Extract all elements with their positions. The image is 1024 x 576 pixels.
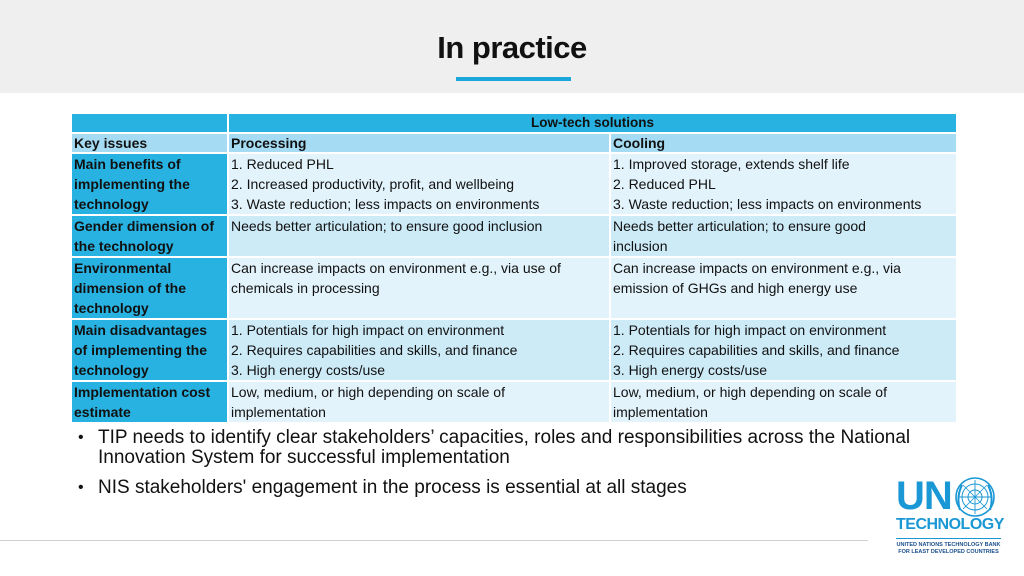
row-key-main-disadvantages: Main disadvantages of implementing the technology (72, 320, 227, 380)
cooling-cell: Needs better articulation; to ensure good inclusion (611, 216, 956, 256)
comparison-table (70, 112, 958, 424)
logo-subtitle: UNITED NATIONS TECHNOLOGY BANK FOR LEAST DEVELOPED COUNTRIES (896, 542, 1001, 555)
processing-cell: 1. Potentials for high impact on environment 2. Requires capabilities and skills, and finance 3. High energy costs/use (229, 320, 609, 380)
column-header-cooling: Cooling (611, 134, 956, 152)
cooling-cell: Can increase impacts on environment e.g., via emission of GHGs and high energy use (611, 258, 956, 318)
table-row (72, 258, 956, 318)
logo-technology-text: TECHNOLOGY (896, 516, 1004, 533)
footer-divider (0, 540, 868, 541)
processing-cell: Can increase impacts on environment e.g., via use of chemicals in processing (229, 258, 609, 318)
un-technology-bank-logo (892, 476, 1012, 566)
column-header-processing: Processing (229, 134, 609, 152)
page-title: In practice (437, 30, 587, 65)
row-key-main-benefits: Main benefits of implementing the technology (72, 154, 227, 214)
list-item: • NIS stakeholders' engagement in the process is essential at all stages (78, 477, 687, 498)
table-row (72, 382, 956, 422)
row-key-environmental-dimension: Environmental dimension of the technology (72, 258, 227, 318)
table-row (72, 320, 956, 380)
title-underline (456, 77, 571, 81)
cooling-cell: Low, medium, or high depending on scale of implementation (611, 382, 956, 422)
cooling-cell: 1. Improved storage, extends shelf life 2. Reduced PHL 3. Waste reduction; less impacts on environments (611, 154, 956, 214)
list-item: • TIP needs to identify clear stakeholders’ capacities, roles and responsibilities across the National Innovation System for successful implementation (78, 427, 911, 468)
table-column-header-row (72, 134, 956, 152)
group-header-low-tech: Low-tech solutions (229, 114, 956, 132)
bullet-list (76, 428, 936, 508)
row-key-gender-dimension: Gender dimension of the technology (72, 216, 227, 256)
row-key-implementation-cost: Implementation cost estimate (72, 382, 227, 422)
processing-cell: 1. Reduced PHL 2. Increased productivity, profit, and wellbeing 3. Waste reduction; less impacts on environments (229, 154, 609, 214)
bullet-dot-icon: • (78, 429, 84, 446)
logo-rule (896, 538, 1001, 539)
cooling-cell: 1. Potentials for high impact on environment 2. Requires capabilities and skills, and finance 3. High energy costs/use (611, 320, 956, 380)
processing-cell: Low, medium, or high depending on scale of implementation (229, 382, 609, 422)
un-emblem-icon (954, 476, 996, 518)
table-group-header-row (72, 114, 956, 132)
column-header-key-issues: Key issues (72, 134, 227, 152)
table-row (72, 216, 956, 256)
table-corner-cell (72, 114, 227, 132)
processing-cell: Needs better articulation; to ensure good inclusion (229, 216, 609, 256)
logo-un-text: UN (896, 474, 952, 518)
table-row (72, 154, 956, 214)
bullet-dot-icon: • (78, 479, 84, 496)
